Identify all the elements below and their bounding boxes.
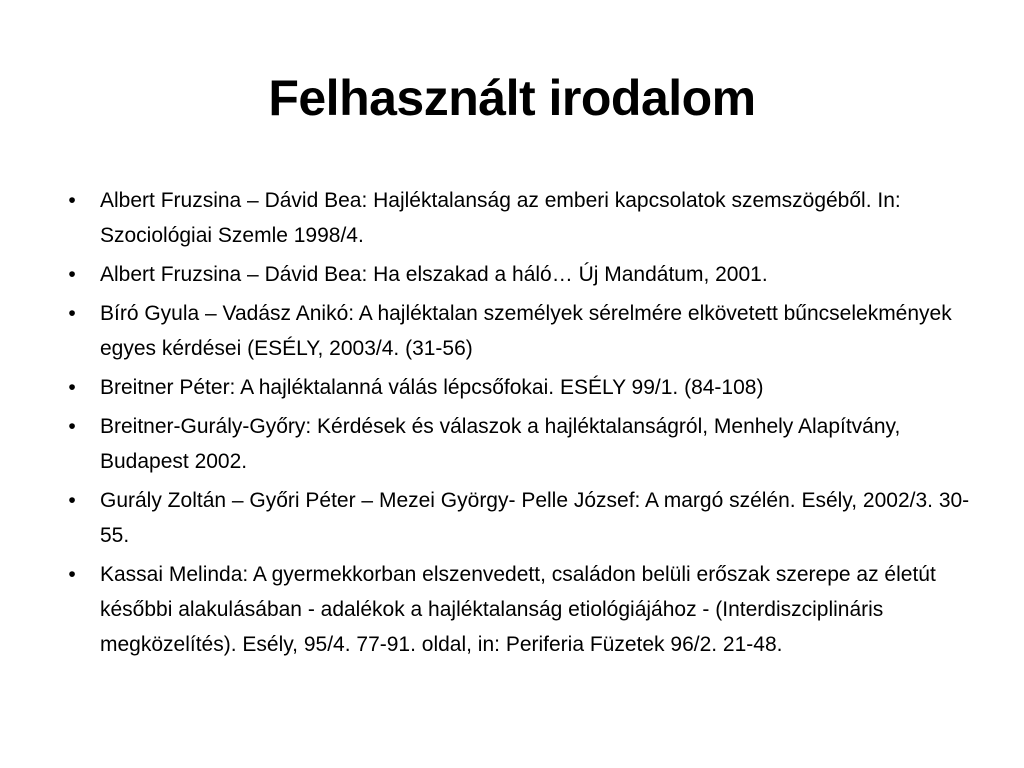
reference-item	[68, 483, 980, 553]
reference-item	[68, 409, 980, 479]
bullet-icon: •	[68, 189, 76, 212]
reference-text: Breitner Péter: A hajléktalanná válás lépcsőfokai. ESÉLY 99/1. (84-108)	[100, 376, 764, 399]
bullet-icon: •	[68, 302, 76, 325]
reference-text: Kassai Melinda: A gyermekkorban elszenvedett, családon belüli erőszak szerepe az életút későbbi alakulásában - adalékok a hajléktalanság etiológiájához - (Interdiszciplináris megközelítés). Esély, 95/4. 77-91. oldal, in: Periferia Füzetek 96/2. 21-48.	[100, 563, 936, 656]
reference-item	[68, 370, 980, 405]
bullet-icon: •	[68, 263, 76, 286]
reference-text: Gurály Zoltán – Győri Péter – Mezei György- Pelle József: A margó szélén. Esély, 2002/3. 30-55.	[100, 489, 970, 547]
bullet-icon: •	[68, 415, 76, 438]
reference-text: Bíró Gyula – Vadász Anikó: A hajléktalan személyek sérelmére elkövetett bűncselekmények egyes kérdései (ESÉLY, 2003/4. (31-56)	[100, 302, 952, 360]
reference-item	[68, 557, 980, 662]
reference-item	[68, 183, 980, 253]
reference-item	[68, 257, 980, 292]
reference-text: Albert Fruzsina – Dávid Bea: Hajléktalanság az emberi kapcsolatok szemszögéből. In: Szociológiai Szemle 1998/4.	[100, 189, 901, 247]
reference-text: Albert Fruzsina – Dávid Bea: Ha elszakad a háló… Új Mandátum, 2001.	[100, 263, 768, 286]
reference-item	[68, 296, 980, 366]
bullet-icon: •	[68, 489, 76, 512]
bullet-icon: •	[68, 376, 76, 399]
reference-text: Breitner-Gurály-Győry: Kérdések és válaszok a hajléktalanságról, Menhely Alapítvány, Budapest 2002.	[100, 415, 901, 473]
bullet-icon: •	[68, 563, 76, 586]
reference-list	[68, 183, 980, 666]
slide-title: Felhasznált irodalom	[268, 70, 756, 126]
